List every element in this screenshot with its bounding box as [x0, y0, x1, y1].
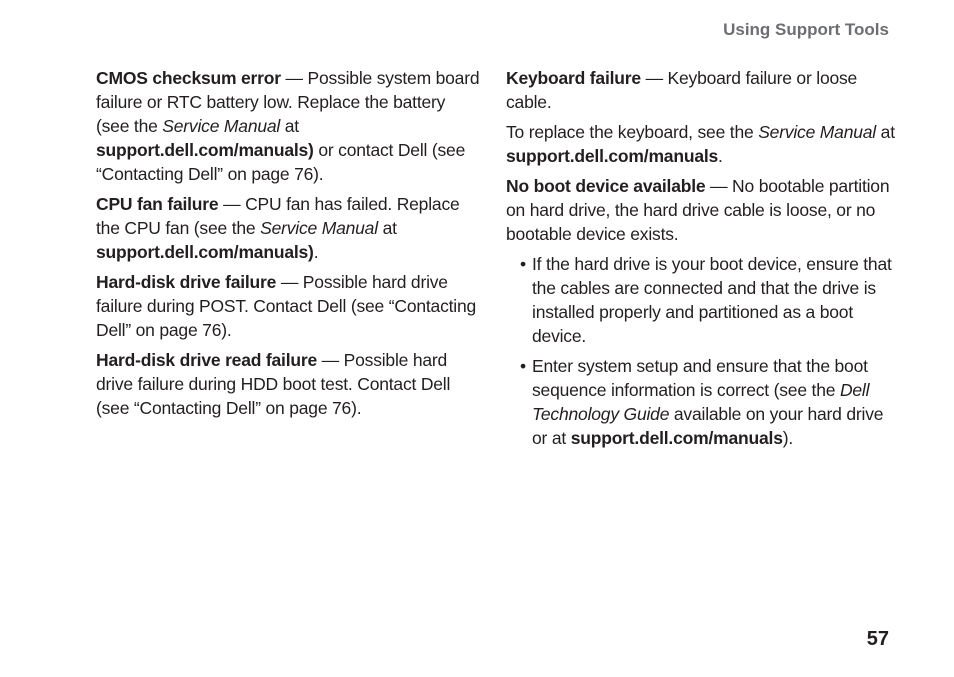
bullet-text: If the hard drive is your boot device, ensure that the cables are connected and that the drive is installed properly and partitioned as a boot device.	[532, 254, 892, 346]
bullet-text-end: ).	[782, 428, 794, 448]
hdd-description: — Possible hard drive failure during POST. Contact Dell (see “Contacting Dell” on page 76).	[96, 272, 477, 340]
cmos-at: at	[280, 116, 299, 136]
keyboard-description: — Keyboard failure or loose cable.	[506, 68, 858, 112]
cmos-checksum-error-entry	[96, 66, 480, 186]
term-cmos-checksum-error: CMOS checksum error	[96, 68, 281, 88]
bullet-icon: •	[520, 254, 526, 274]
page-number: 57	[866, 628, 889, 650]
replace-keyboard-paragraph	[506, 120, 896, 168]
list-item	[520, 252, 896, 348]
right-column	[506, 66, 896, 456]
cpu-fan-description: — CPU fan has failed. Replace the CPU fan (see the	[96, 194, 460, 238]
term-hard-disk-drive-read-failure: Hard-disk drive read failure	[96, 350, 318, 370]
term-keyboard-failure: Keyboard failure	[506, 68, 641, 88]
replace-text: To replace the keyboard, see the	[506, 122, 759, 142]
no-boot-description: — No bootable partition on hard drive, the hard drive cable is loose, or no bootable device exists.	[506, 176, 890, 244]
cpu-fan-end: .	[313, 242, 319, 262]
boot-troubleshooting-list	[506, 252, 896, 450]
hard-disk-drive-read-failure-entry	[96, 348, 480, 420]
bullet-text-cont: available on your hard drive or at	[532, 404, 884, 448]
cmos-description: — Possible system board failure or RTC battery low. Replace the battery (see the	[96, 68, 480, 136]
keyboard-failure-entry	[506, 66, 896, 114]
left-column	[96, 66, 480, 426]
term-hard-disk-drive-failure: Hard-disk drive failure	[96, 272, 277, 292]
technology-guide-reference: Dell Technology Guide	[532, 380, 870, 424]
list-item	[520, 354, 896, 450]
section-header: Using Support Tools	[723, 20, 889, 39]
term-no-boot-device-available: No boot device available	[506, 176, 706, 196]
service-manual-reference: Service Manual	[758, 122, 876, 142]
support-link[interactable]: support.dell.com/manuals	[570, 428, 783, 448]
hdd-read-description: — Possible hard drive failure during HDD boot test. Contact Dell (see “Contacting Dell” on page 76).	[96, 350, 451, 418]
support-link[interactable]: support.dell.com/manuals)	[96, 242, 314, 262]
support-link[interactable]: support.dell.com/manuals)	[96, 140, 314, 160]
support-link[interactable]: support.dell.com/manuals	[506, 146, 719, 166]
service-manual-reference: Service Manual	[260, 218, 378, 238]
cpu-fan-failure-entry	[96, 192, 480, 264]
bullet-icon: •	[520, 356, 526, 376]
replace-at: at	[876, 122, 895, 142]
bullet-text: Enter system setup and ensure that the boot sequence information is correct (see the	[532, 356, 868, 400]
term-cpu-fan-failure: CPU fan failure	[96, 194, 219, 214]
service-manual-reference: Service Manual	[162, 116, 281, 136]
no-boot-device-entry	[506, 174, 896, 246]
replace-end: .	[718, 146, 723, 166]
hard-disk-drive-failure-entry	[96, 270, 480, 342]
cmos-contact: or contact Dell (see “Contacting Dell” on page 76).	[96, 140, 466, 184]
cpu-fan-at: at	[377, 218, 397, 238]
